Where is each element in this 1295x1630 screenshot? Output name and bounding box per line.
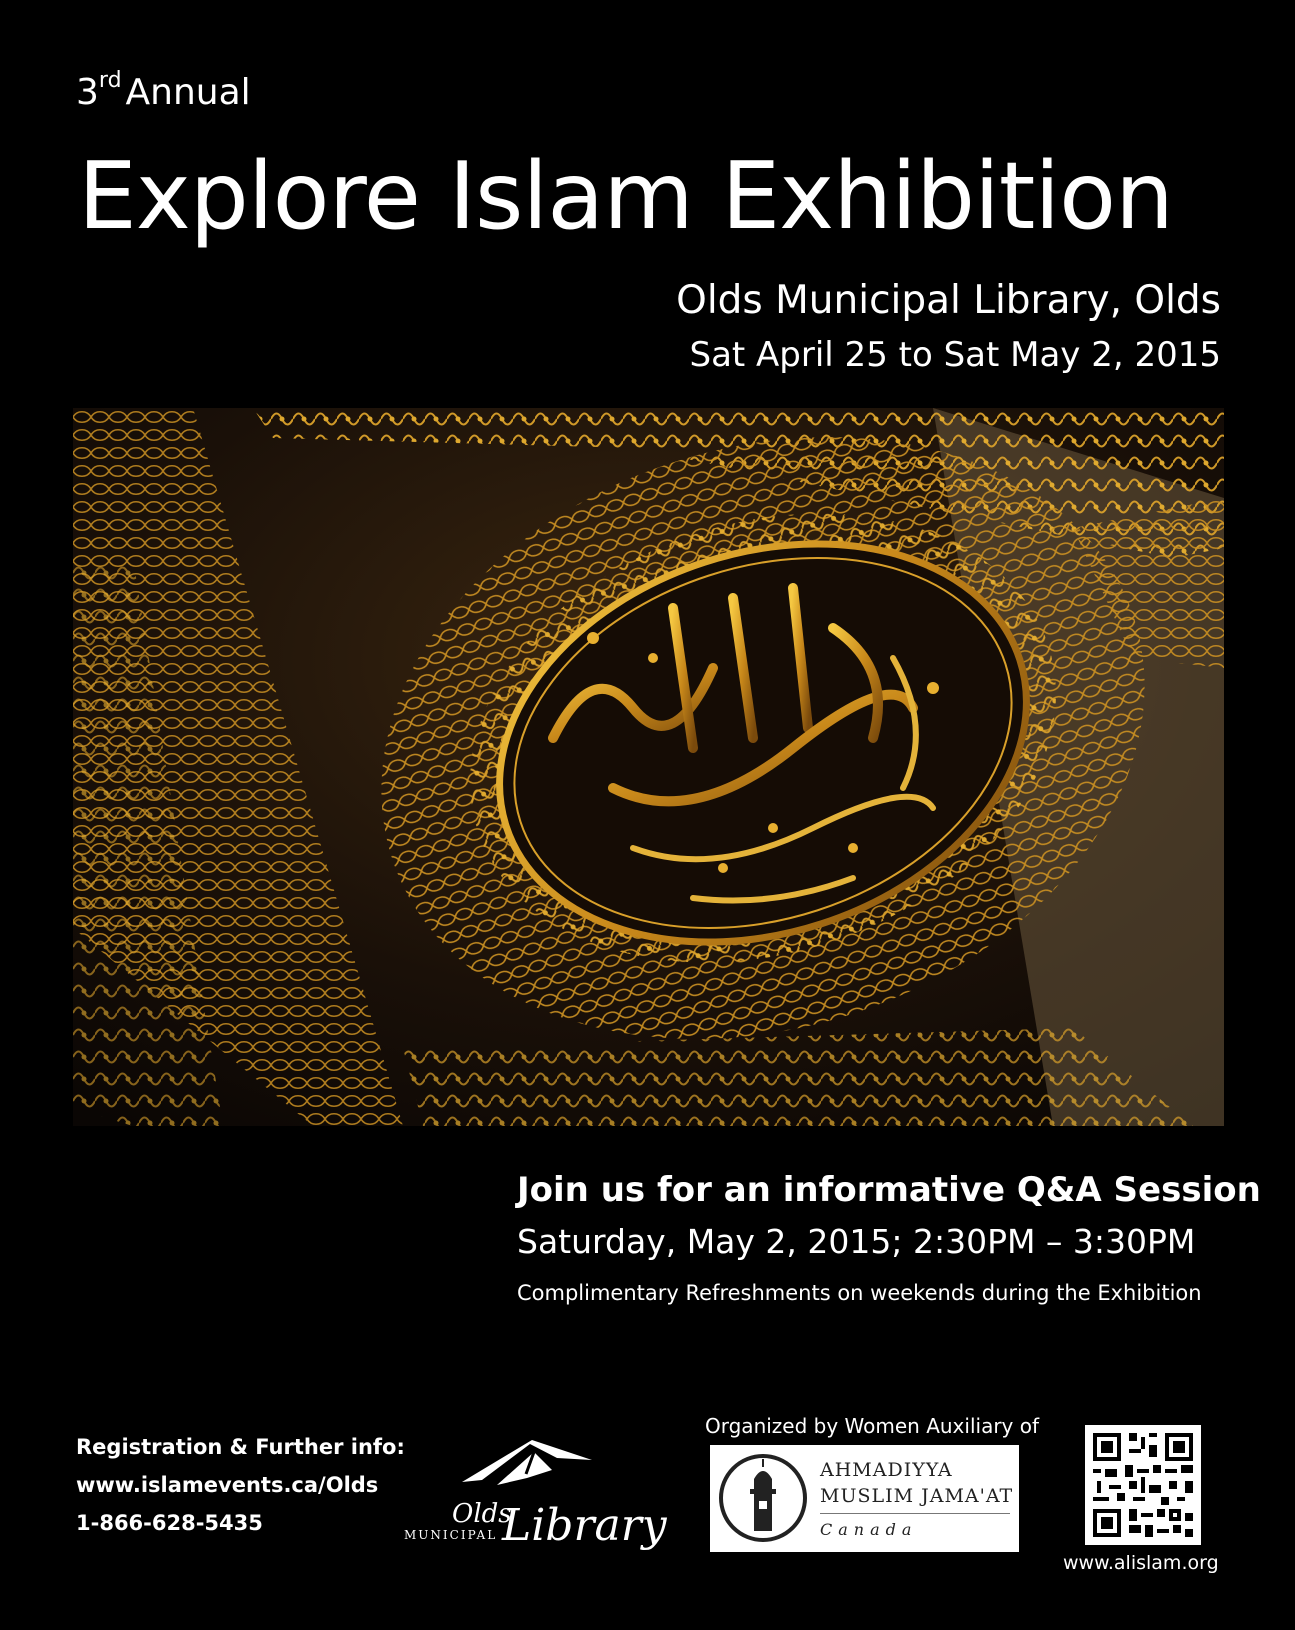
olds-library-logo bbox=[402, 1430, 667, 1560]
organizer-name-line1: AHMADIYYA bbox=[820, 1459, 953, 1481]
annual-label bbox=[76, 68, 251, 113]
logo-municipal: MUNICIPAL bbox=[404, 1528, 498, 1542]
minaret-emblem-icon bbox=[716, 1451, 810, 1545]
annual-suffix: rd bbox=[98, 68, 122, 93]
qr-code-icon[interactable] bbox=[1085, 1425, 1201, 1545]
contact-url[interactable]: www.islamevents.ca/Olds bbox=[76, 1473, 379, 1497]
exhibition-dates: Sat April 25 to Sat May 2, 2015 bbox=[689, 335, 1221, 375]
qa-session-time: Saturday, May 2, 2015; 2:30PM – 3:30PM bbox=[517, 1222, 1196, 1261]
qa-session-heading: Join us for an informative Q&A Session bbox=[517, 1170, 1261, 1210]
organizer-logo bbox=[710, 1445, 1019, 1552]
page-title: Explore Islam Exhibition bbox=[78, 142, 1173, 250]
logo-olds: Olds bbox=[452, 1499, 512, 1529]
organizer-label: Organized by Women Auxiliary of bbox=[705, 1414, 1040, 1438]
hero-image bbox=[73, 408, 1224, 1126]
qr-url[interactable]: www.alislam.org bbox=[1063, 1552, 1219, 1574]
organizer-name-line2: MUSLIM JAMA'AT bbox=[820, 1485, 1014, 1507]
organizer-divider bbox=[820, 1513, 1010, 1514]
contact-label: Registration & Further info: bbox=[76, 1435, 405, 1459]
organizer-country: Canada bbox=[820, 1520, 918, 1539]
refreshments-note: Complimentary Refreshments on weekends during the Exhibition bbox=[517, 1281, 1202, 1305]
contact-info bbox=[76, 1428, 405, 1542]
logo-library: Library bbox=[502, 1500, 667, 1551]
annual-word: Annual bbox=[125, 72, 251, 113]
quran-cover-illustration bbox=[73, 408, 1224, 1126]
annual-number: 3 bbox=[76, 72, 99, 113]
contact-phone[interactable]: 1-866-628-5435 bbox=[76, 1511, 263, 1535]
venue: Olds Municipal Library, Olds bbox=[676, 278, 1221, 323]
